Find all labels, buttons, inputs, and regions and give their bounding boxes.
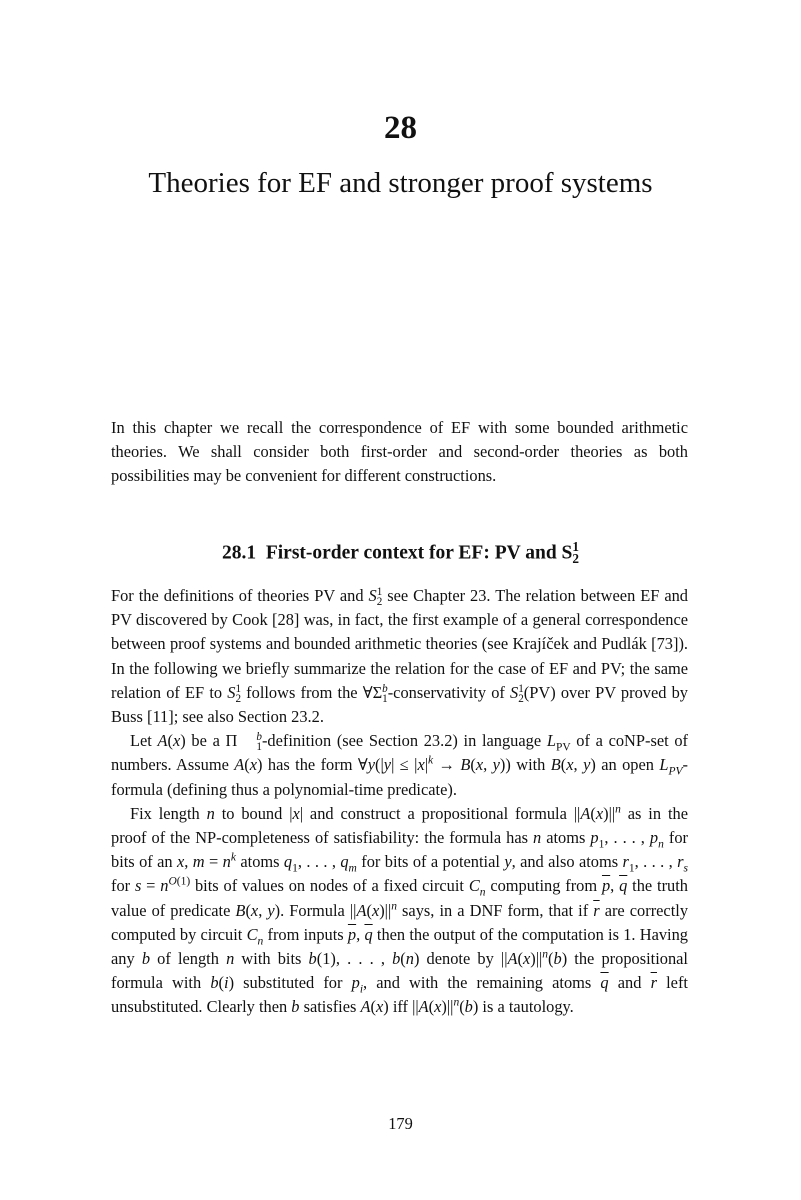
section-23-2-link[interactable]: Section 23.2 [237, 707, 320, 727]
section-title: First-order context for EF: PV and S [265, 542, 573, 564]
page-number: 179 [388, 1114, 413, 1133]
chapter-intro: In this chapter we recall the correspondence of EF with some bounded arithmetic theories. We shall consider both first-order and second-order theories as both possibilities may be convenient for different constructions. [111, 418, 688, 486]
paragraph-1: For the definitions of theories PV and S 1 2 see Chapter 23. The relation between EF and PV discovered by Cook [28] was, in fact, the first example of a general correspondence between proof systems and bounded arithmetic theories (see Krajíček and Pudlák [73]). In the following we briefly summarize the relation for the case of EF and PV; the same relation of EF to S 1 2 follows from the ∀Σ b 1 -conservativity of S 1 2 (PV) over PV proved by Buss [11]; see also Section 23.2. [111, 585, 688, 727]
section-number: 28.1 [221, 542, 257, 564]
cite-buss[interactable]: 11 [152, 707, 169, 727]
section-title-math: 1 2 [572, 539, 580, 566]
chapter-number: 28 [384, 110, 417, 146]
cite-cook[interactable]: 28 [277, 610, 294, 630]
chapter-title: Theories for EF and stronger proof systems [148, 167, 653, 199]
section-heading [0, 541, 801, 565]
paragraph-2: Let A(x) be a Π b 1 -definition (see Section 23.2) in language $L_{PV}$ of a coNP-set of numbers. Assume A(x) has the form ∀y(|y| ≤ $|x|^k \to B(x$, y)) with B(x, y) an open $L_{PV}$-formula (defining thus a polynomial-time predicate). [111, 731, 688, 799]
cite-krajicek-pudlak[interactable]: 73 [656, 634, 673, 654]
paragraph-3: Fix length n to bound |x| and construct a propositional formula $||A(x)||^n$ as in the proof of the NP-completeness of satisfiability: the formula has n atoms $p_1$, . . . , $p_n$ for bits of an x, $m = n^k$ atoms $q_1$, . . . , $q_m$ for bits of a potential y, and also atoms $r_1$, . . . , $r_s$ for $s = n^{O(1)}$ bits of values on nodes of a fixed circuit $C_n$ computing from $\overline{p}$, $\overline{q}$ the truth value of predicate B(x, y). Formula $||A(x)||^n$ says, in a DNF form, that if $\overline{r}$ are correctly computed by circuit $C_n$ from inputs $\overline{p}$, $\overline{q}$ then the output of the computation is 1. Having any b of length n with bits b(1), . . . , b(n) denote by $||A(x)||^n(b)$ the propositional formula with b(i) substituted for $p_i$, and with the remaining atoms $\overline{q}$ and $\overline{r}$ left unsubstituted. Clearly then b satisfies A(x) iff $||A(x)||^n(b)$ is a tautology. [111, 803, 689, 1017]
section-body [111, 584, 688, 1020]
chapter-23-link[interactable]: Chapter 23 [413, 586, 487, 605]
